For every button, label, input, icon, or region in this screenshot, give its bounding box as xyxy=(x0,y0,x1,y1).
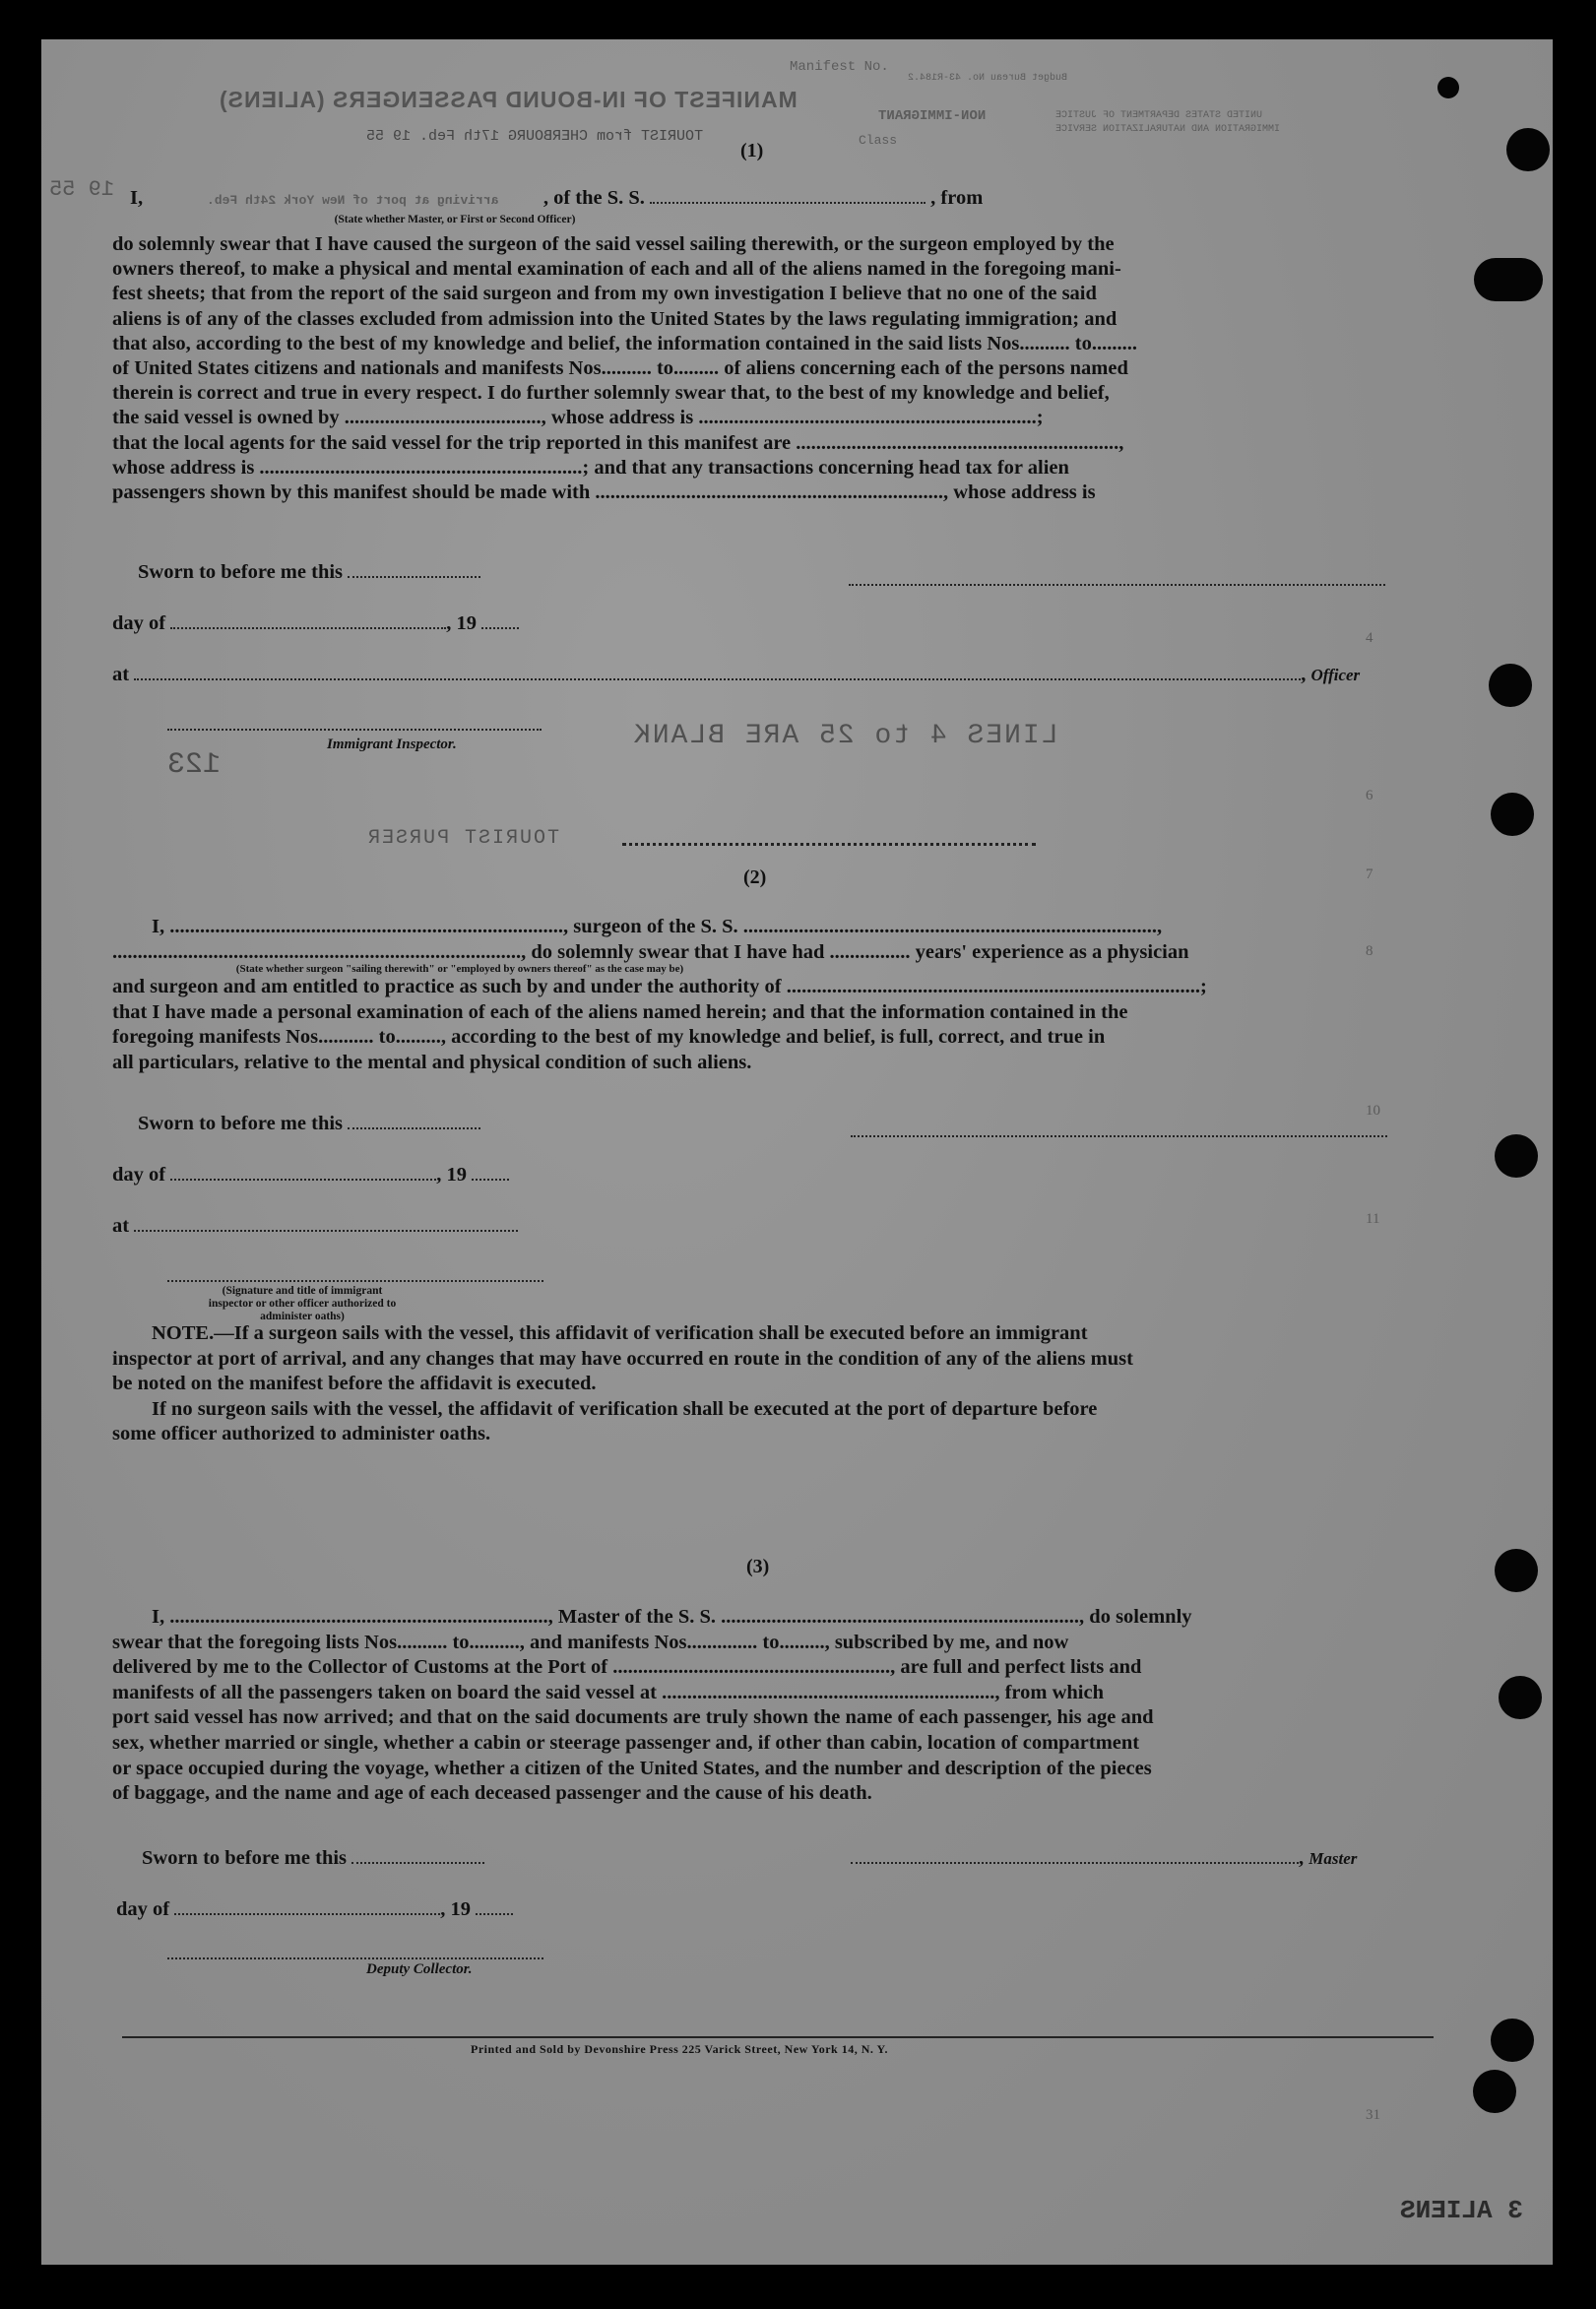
inspector-signature-line[interactable] xyxy=(167,1280,543,1282)
note-line: If no surgeon sails with the vessel, the affidavit of verification shall be executed at the port of departure before xyxy=(152,1397,1098,1420)
margin-mark: 4 xyxy=(1366,630,1373,646)
punch-hole xyxy=(1491,2019,1534,2062)
manifest-title: MANIFEST OF IN-BOUND PASSENGERS (ALIENS) xyxy=(219,87,798,112)
paragraph-line: aliens is of any of the classes excluded from admission into the United States by the laws regulating immigration; and xyxy=(112,307,1117,330)
day-of-label: day of xyxy=(112,1164,166,1186)
punch-hole xyxy=(1499,1676,1542,1719)
sworn-label: Sworn to before me this xyxy=(138,561,344,583)
paragraph-line: the said vessel is owned by ......................................., whose address is ...................................................................; xyxy=(112,407,1044,429)
margin-mark: 11 xyxy=(1366,1211,1380,1227)
manifest-page xyxy=(41,39,1553,2265)
paragraph-line: delivered by me to the Collector of Customs at the Port of ......................................................., are full and perfect lists and xyxy=(112,1656,1142,1679)
paragraph-line: and surgeon and am entitled to practice as such by and under the authority of ..................................................................................; xyxy=(112,976,1207,997)
officer-signature-line[interactable] xyxy=(849,584,1385,586)
printer-imprint: Printed and Sold by Devonshire Press 225 Varick Street, New York 14, N. Y. xyxy=(471,2042,889,2056)
punch-hole xyxy=(1489,664,1532,707)
section-2-day-of: day of , 19 xyxy=(112,1164,509,1187)
year-field[interactable] xyxy=(472,1179,509,1181)
paragraph-line: swear that the foregoing lists Nos.......... to.........., and manifests Nos.............. to........., subscribed by me, and now xyxy=(112,1631,1069,1653)
sworn-label: Sworn to before me this xyxy=(138,1113,344,1134)
margin-mark: 6 xyxy=(1366,788,1373,803)
paragraph-line: of United States citizens and nationals and manifests Nos.......... to......... of aliens concerning each of the persons named xyxy=(112,357,1128,380)
paragraph-line: I, ..........................................................................., Master of the S. S. ......................................................................., do solemnly xyxy=(152,1606,1192,1628)
year-stamp: 19 55 xyxy=(49,177,115,202)
budget-bureau-line: Budget Bureau No. 43-R184.2 xyxy=(908,73,1068,84)
tourist-purser-stamp: TOURIST PURSER xyxy=(366,827,560,850)
deputy-collector-label: Deputy Collector. xyxy=(366,1961,473,1977)
at-field[interactable] xyxy=(134,678,1301,680)
year-prefix: 19 xyxy=(450,1898,471,1920)
year-field[interactable] xyxy=(481,627,519,629)
margin-mark: 31 xyxy=(1366,2107,1380,2123)
oath-i-label: I, xyxy=(130,187,144,209)
paragraph-line: passengers shown by this manifest should be made with ....................................................................., whose address is xyxy=(112,481,1096,504)
punch-hole xyxy=(1506,128,1550,171)
paragraph-line: fest sheets; that from the report of the said surgeon and from my own investigation I believe that no one of the said xyxy=(112,283,1097,305)
paragraph-line: whose address is ................................................................; and that any transactions concerning head tax for alien xyxy=(112,456,1069,479)
number-stamp: 123 xyxy=(167,748,222,782)
of-the-ss-label: , of the S. S. xyxy=(543,187,645,209)
section-1-day-of: day of , 19 xyxy=(112,612,519,635)
section-3-paragraph xyxy=(112,1605,1392,1807)
manifest-number-label: Manifest No. xyxy=(790,59,889,75)
inspector-signature-line[interactable] xyxy=(167,729,542,731)
punch-hole xyxy=(1473,2070,1516,2113)
sworn-label: Sworn to before me this xyxy=(142,1847,348,1869)
year-prefix: 19 xyxy=(446,1164,467,1186)
margin-mark: 8 xyxy=(1366,943,1373,959)
punch-hole xyxy=(1437,77,1459,98)
section-2-number: (2) xyxy=(743,866,767,888)
day-of-field[interactable] xyxy=(170,1179,436,1181)
section-1-number: (1) xyxy=(740,140,764,161)
lines-blank-stamp: LINES 4 to 25 ARE BLANK xyxy=(632,721,1058,751)
section-1-paragraph xyxy=(112,232,1392,505)
day-of-field[interactable] xyxy=(170,627,446,629)
department-line-2: IMMIGRATION AND NATURALIZATION SERVICE xyxy=(1055,124,1281,135)
punch-hole xyxy=(1495,1134,1538,1178)
section-1-at: at , Officer xyxy=(112,664,1361,685)
section-2-paragraph xyxy=(112,915,1392,1075)
paragraph-line: I, .............................................................................., surgeon of the S. S. .................................................................................., xyxy=(152,916,1163,937)
master-signature: , Master xyxy=(851,1847,1357,1870)
paragraph-line: foregoing manifests Nos........... to........., according to the best of my knowledge and belief, is full, correct, and true in xyxy=(112,1026,1106,1048)
paragraph-line: owners thereof, to make a physical and mental examination of each and all of the aliens named in the foregoing mani- xyxy=(112,258,1121,281)
note-line: be noted on the manifest before the affidavit is executed. xyxy=(112,1373,597,1394)
section-3-number: (3) xyxy=(746,1556,770,1577)
section-2-sworn xyxy=(138,1113,480,1135)
sworn-date-field[interactable] xyxy=(348,1127,480,1129)
paragraph-line: ................................................................................., do solemnly swear that I have had ................ years' experience as a physician xyxy=(112,940,1189,963)
paragraph-line: manifests of all the passengers taken on board the said vessel at .................................................................., from which xyxy=(112,1681,1104,1703)
margin-mark: 10 xyxy=(1366,1103,1380,1119)
note-line: some officer authorized to administer oaths. xyxy=(112,1423,491,1444)
paragraph-line: port said vessel has now arrived; and that on the said documents are truly shown the name of each passenger, his age and xyxy=(112,1706,1154,1729)
surgeon-note xyxy=(112,1321,1392,1447)
paragraph-line: therein is correct and true in every respect. I do further solemnly swear that, to the best of my knowledge and belief, xyxy=(112,382,1110,405)
note-line: NOTE.—If a surgeon sails with the vessel, this affidavit of verification shall be executed before an immigrant xyxy=(152,1322,1088,1344)
paragraph-line: all particulars, relative to the mental and physical condition of such aliens. xyxy=(112,1051,752,1073)
punch-hole xyxy=(1495,1549,1538,1592)
at-label: at xyxy=(112,1215,130,1237)
year-field[interactable] xyxy=(476,1913,513,1915)
margin-mark: 7 xyxy=(1366,866,1373,882)
year-prefix: 19 xyxy=(456,612,477,634)
sworn-date-field[interactable] xyxy=(351,1862,484,1864)
paragraph-line: that also, according to the best of my knowledge and belief, the information contained in the said lists Nos.......... to......... xyxy=(112,332,1137,354)
section-3-day-of: day of , 19 xyxy=(116,1898,513,1921)
surgeon-role-caption: (State whether surgeon "sailing therewith" or "employed by owners thereof" as the case may be) xyxy=(235,963,684,975)
purser-dotted-line xyxy=(622,843,1036,846)
sworn-date-field[interactable] xyxy=(348,576,480,578)
day-of-label: day of xyxy=(116,1898,170,1920)
officer-role-caption: (State whether Master, or First or Second Officer) xyxy=(334,214,576,225)
signature-title-caption: (Signature and title of immigrant inspector or other officer authorized to administer oaths) xyxy=(208,1285,397,1322)
aliens-stamp: 3 ALIENS xyxy=(1400,2196,1523,2225)
section-1-first-line xyxy=(130,187,983,210)
punch-hole xyxy=(1474,258,1543,301)
section-1-sworn xyxy=(138,561,480,584)
class-label: Class xyxy=(859,133,898,148)
paragraph-line: do solemnly swear that I have caused the surgeon of the said vessel sailing therewith, or the surgeon employed by the xyxy=(112,233,1115,255)
day-of-field[interactable] xyxy=(174,1913,440,1915)
officer-label: Officer xyxy=(1310,666,1361,684)
paragraph-line: sex, whether married or single, whether a cabin or steerage passenger and, if other than cabin, location of compartment xyxy=(112,1731,1140,1754)
master-label: Master xyxy=(1309,1849,1358,1868)
at-field[interactable] xyxy=(134,1230,518,1232)
master-signature-line[interactable] xyxy=(851,1862,1299,1864)
from-label: , from xyxy=(930,187,984,209)
section-2-at xyxy=(112,1215,518,1238)
day-of-label: day of xyxy=(112,612,166,634)
note-line: inspector at port of arrival, and any changes that may have occurred en route in the condition of any of the aliens must xyxy=(112,1347,1133,1370)
department-line-1: UNITED STATES DEPARTMENT OF JUSTICE xyxy=(1055,110,1263,121)
footer-rule xyxy=(122,2036,1434,2038)
vessel-name-field[interactable] xyxy=(650,202,926,204)
non-immigrant-stamp: NON-IMMIGRANT xyxy=(878,108,987,124)
paragraph-line: of baggage, and the name and age of each deceased passenger and the cause of his death. xyxy=(112,1782,872,1805)
punch-hole xyxy=(1491,793,1534,836)
voyage-line: TOURIST from CHERBOURG 17th Feb. 19 55 xyxy=(366,128,704,145)
paragraph-line: that the local agents for the said vessel for the trip reported in this manifest are ................................................................, xyxy=(112,431,1124,454)
paragraph-line: or space occupied during the voyage, whether a citizen of the United States, and the number and description of the pieces xyxy=(112,1757,1152,1779)
immigrant-inspector-label: Immigrant Inspector. xyxy=(327,737,457,752)
at-label: at xyxy=(112,664,130,685)
arrival-port-stamp: arriving at port of New York 24th Feb. xyxy=(207,193,499,208)
deputy-collector-signature-line[interactable] xyxy=(167,1957,543,1959)
section-3-sworn xyxy=(142,1847,484,1870)
paragraph-line: that I have made a personal examination of each of the aliens named herein; and that the information contained in the xyxy=(112,1000,1128,1023)
surgeon-signature-line[interactable] xyxy=(851,1135,1387,1137)
